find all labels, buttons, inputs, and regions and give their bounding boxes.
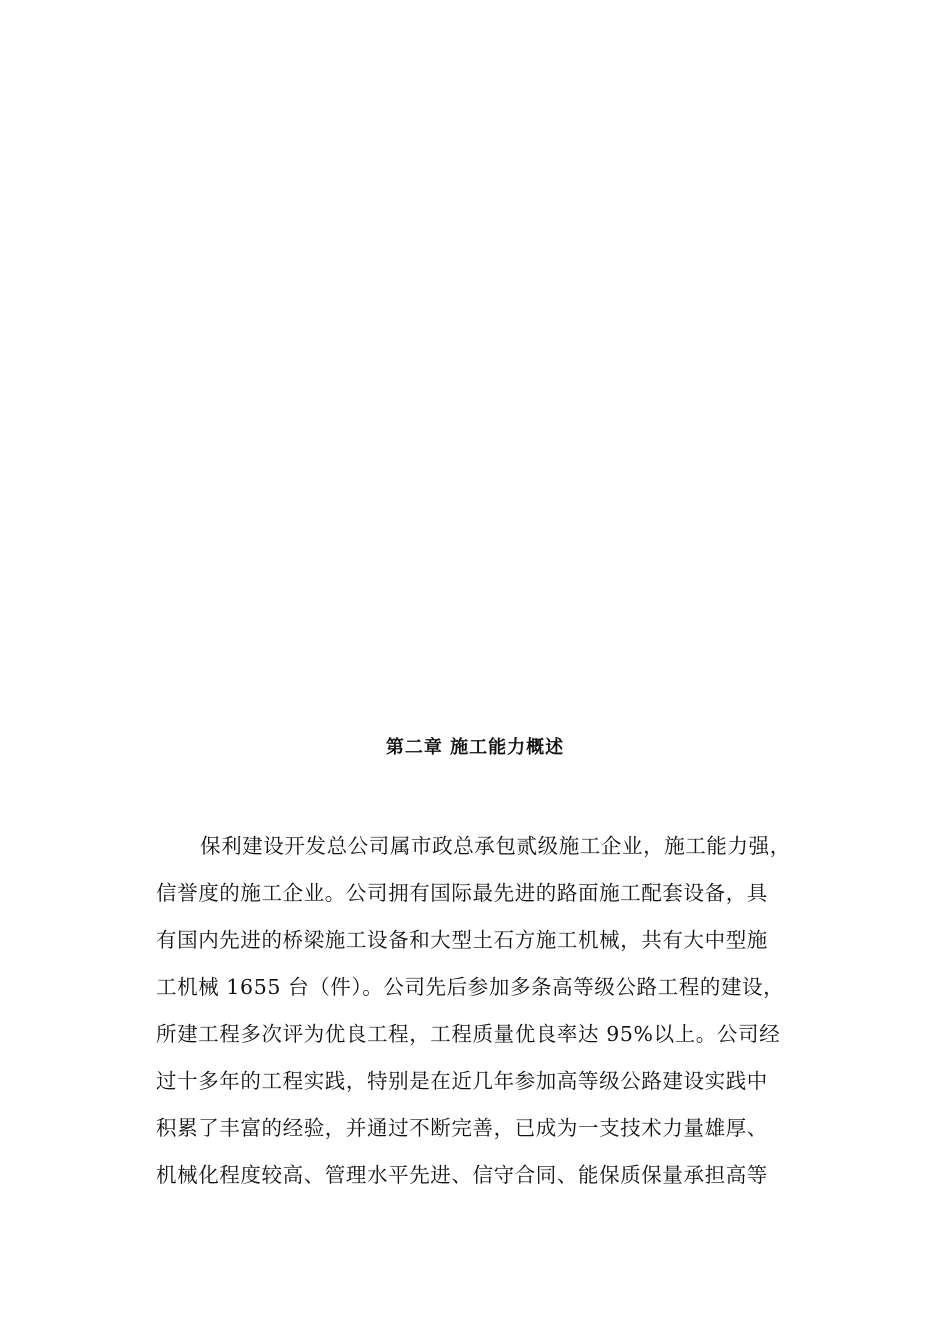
paragraph-line: 过十多年的工程实践，特别是在近几年参加高等级公路建设实践中: [156, 1069, 768, 1093]
paragraph-line: 所建工程多次评为优良工程，工程质量优良率达 95%以上。公司经: [156, 1022, 781, 1046]
body-paragraph: [156, 830, 836, 1206]
chapter-title: 第二章 施工能力概述: [385, 737, 565, 758]
paragraph-line: 积累了丰富的经验，并通过不断完善，已成为一支技术力量雄厚、: [156, 1116, 768, 1140]
paragraph-line: 保利建设开发总公司属市政总承包贰级施工企业，施工能力强，: [200, 834, 791, 858]
paragraph-line: 工机械 1655 台（件）。公司先后参加多条高等级公路工程的建设，: [156, 975, 785, 999]
paragraph-line: 机械化程度较高、管理水平先进、信守合同、能保质保量承担高等: [156, 1163, 768, 1187]
paragraph-line: 有国内先进的桥梁施工设备和大型土石方施工机械，共有大中型施: [156, 928, 768, 952]
paragraph-line: 信誉度的施工企业。公司拥有国际最先进的路面施工配套设备，具: [156, 881, 768, 905]
